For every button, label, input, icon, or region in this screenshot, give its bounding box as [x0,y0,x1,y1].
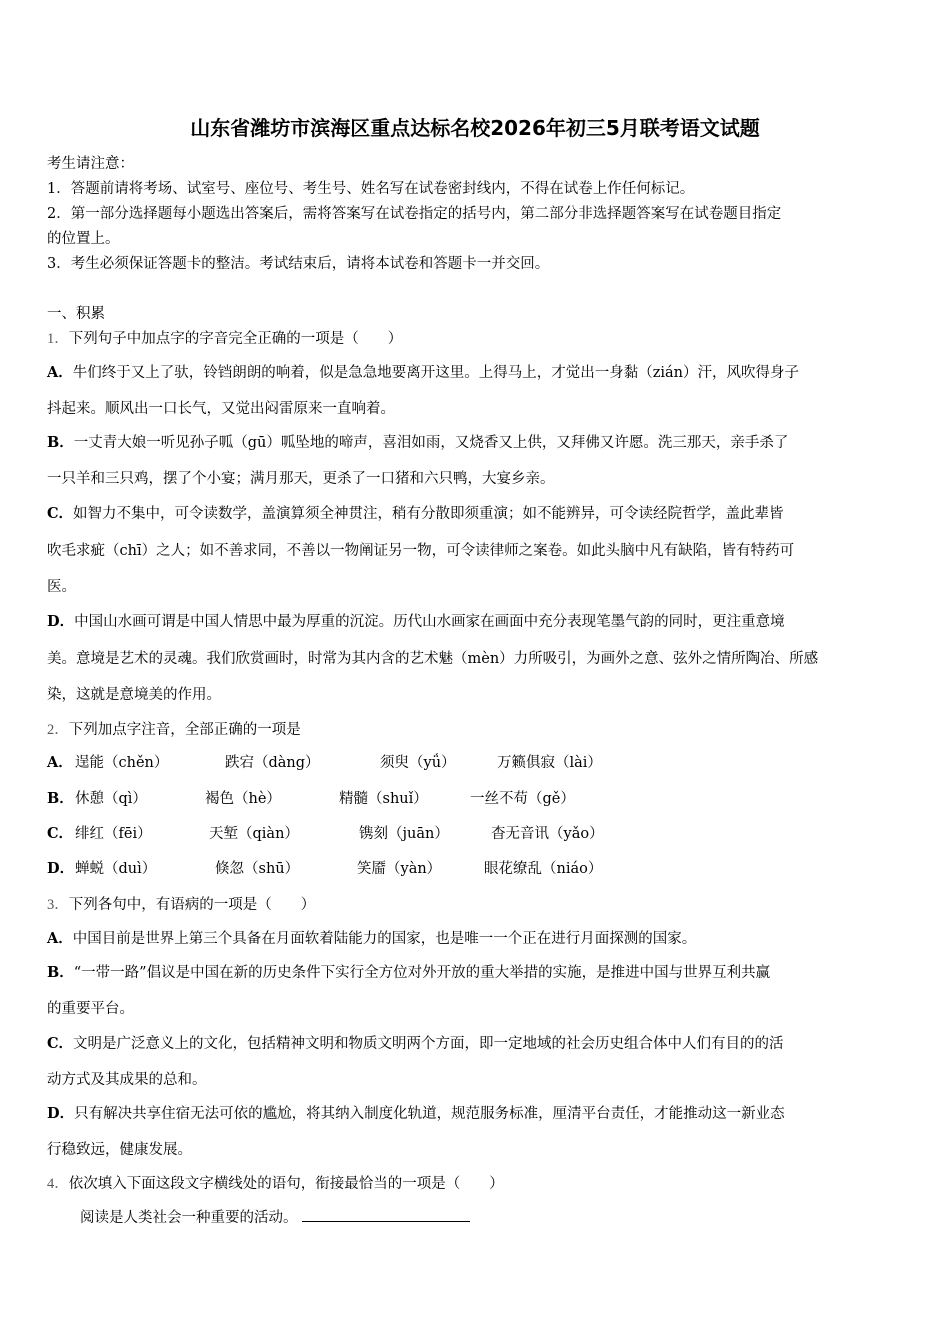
page-title: 山东省潍坊市滨海区重点达标名校2026年初三5月联考语文试题 [190,116,760,140]
option-item: 蝉蜕（duì） [75,861,157,877]
option-item: 褐色（hè） [205,791,281,807]
option-label: B． [47,964,74,981]
q1-option-c [47,502,784,523]
question-stem: 依次填入下面这段文字横线处的语句，衔接最恰当的一项是（ ） [68,1176,504,1192]
q3-option-b [47,961,770,982]
question-3 [47,893,315,914]
question-stem: 下列加点字注音，全部正确的一项是 [68,722,301,738]
option-item: 杳无音讯（yǎo） [491,826,604,842]
option-item: 倏忽（shū） [215,861,300,877]
question-number: 4． [47,1176,69,1192]
notice-item-3: 3．考生必须保证答题卡的整洁。考试结束后，请将本试卷和答题卡一并交回。 [47,256,550,272]
option-item: 一丝不苟（gě） [470,791,575,807]
question-stem: 下列句子中加点字的字音完全正确的一项是（ ） [68,331,403,347]
option-item: 万籁俱寂（lài） [497,755,602,771]
option-label: C． [47,1035,74,1052]
notice-heading: 考生请注意： [47,156,134,172]
question-stem: 下列各句中，有语病的一项是（ ） [68,897,316,913]
question-number: 3． [47,897,69,913]
option-text: 中国山水画可谓是中国人情思中最为厚重的沉淀。历代山水画家在画面中充分表现笔墨气韵的同时，更注重意境 [74,614,785,630]
option-text: 中国目前是世界上第三个具备在月面软着陆能力的国家，也是唯一一个正在进行月面探测的国家。 [72,931,697,947]
option-item: 眼花缭乱（niáo） [484,861,603,877]
question-2 [47,718,301,739]
notice-item-2: 2．第一部分选择题每小题选出答案后，需将答案写在试卷指定的括号内，第二部分非选择题答案写在试卷题目指定 [47,206,782,222]
q1-option-c-cont: 吹毛求疵（chī）之人；如不善求同，不善以一物阐证另一物，可令读律师之案卷。如此头脑中凡有缺陷，皆有特药可 [47,543,795,559]
q3-option-b-cont: 的重要平台。 [47,1001,134,1017]
option-label: D． [47,613,75,630]
question-number: 2． [47,722,69,738]
option-label: D． [47,860,75,877]
q1-option-d [47,610,785,631]
q1-option-d-cont2: 染，这就是意境美的作用。 [47,687,221,703]
option-item: 天堑（qiàn） [209,826,299,842]
question-1 [47,327,402,348]
option-label: D． [47,1105,75,1122]
question-number: 1． [47,331,69,347]
q3-option-c-cont: 动方式及其成果的总和。 [47,1072,207,1088]
q3-option-d-cont: 行稳致远，健康发展。 [47,1142,192,1158]
passage-text: 阅读是人类社会一种重要的活动。 [80,1210,298,1226]
option-item: 笑靥（yàn） [357,861,442,877]
fill-in-blank[interactable] [302,1207,470,1222]
option-label: A． [47,754,73,771]
option-item: 精髓（shuǐ） [339,791,428,807]
q4-passage [80,1206,470,1227]
q1-option-c-cont2: 医。 [47,579,76,595]
question-4 [47,1172,504,1193]
option-item: 须臾（yǘ） [380,755,456,771]
q1-option-d-cont: 美。意境是艺术的灵魂。我们欣赏画时，时常为其内含的艺术魅（mèn）力所吸引，为画外之意、弦外之情所陶冶、所感 [47,651,819,667]
option-item: 休憩（qì） [75,791,147,807]
q1-option-b-cont: 一只羊和三只鸡，摆了个小宴；满月那天，更杀了一口猪和六只鸭，大宴乡亲。 [47,471,555,487]
notice-item-2-cont: 的位置上。 [47,231,120,247]
option-item: 镌刻（juān） [359,826,449,842]
option-text: 一丈青大娘一听见孙子呱（gū）呱坠地的啼声，喜泪如雨，又烧香又上供，又拜佛又许愿。洗三那天，亲手杀了 [73,435,789,451]
option-item: 逞能（chěn） [75,755,169,771]
option-item: 跌宕（dàng） [225,755,320,771]
option-label: C． [47,825,74,842]
option-label: C． [47,505,74,522]
option-text: “一带一路”倡议是中国在新的历史条件下实行全方位对外开放的重大举措的实施，是推进中国与世界互利共赢 [73,965,771,981]
option-item: 绯红（fēi） [75,826,152,842]
option-text: 只有解决共享住宿无法可依的尴尬，将其纳入制度化轨道，规范服务标准，厘清平台责任，才能推动这一新业态 [74,1106,785,1122]
q3-option-a [47,927,696,948]
option-text: 牛们终于又上了驮，铃铛朗朗的响着，似是急急地要离开这里。上得马上，才觉出一身黏（zián）汗，风吹得身子 [72,365,800,381]
option-label: B． [47,790,74,807]
section-heading: 一、积累 [47,306,105,322]
option-label: A． [47,930,73,947]
option-label: A． [47,364,73,381]
q1-option-a-cont: 抖起来。顺风出一口长气，又觉出闷雷原来一直响着。 [47,401,395,417]
option-text: 如智力不集中，可令读数学，盖演算须全神贯注，稍有分散即须重演；如不能辨异，可令读经院哲学，盖此辈皆 [73,506,784,522]
option-label: B． [47,434,74,451]
option-text: 文明是广泛意义上的文化，包括精神文明和物质文明两个方面，即一定地域的社会历史组合体中人们有目的的活 [73,1036,784,1052]
q3-option-c [47,1032,784,1053]
q1-option-b [47,431,788,452]
q3-option-d [47,1102,785,1123]
q1-option-a [47,361,799,382]
notice-item-1: 1．答题前请将考场、试室号、座位号、考生号、姓名写在试卷密封线内，不得在试卷上作任何标记。 [47,181,695,197]
